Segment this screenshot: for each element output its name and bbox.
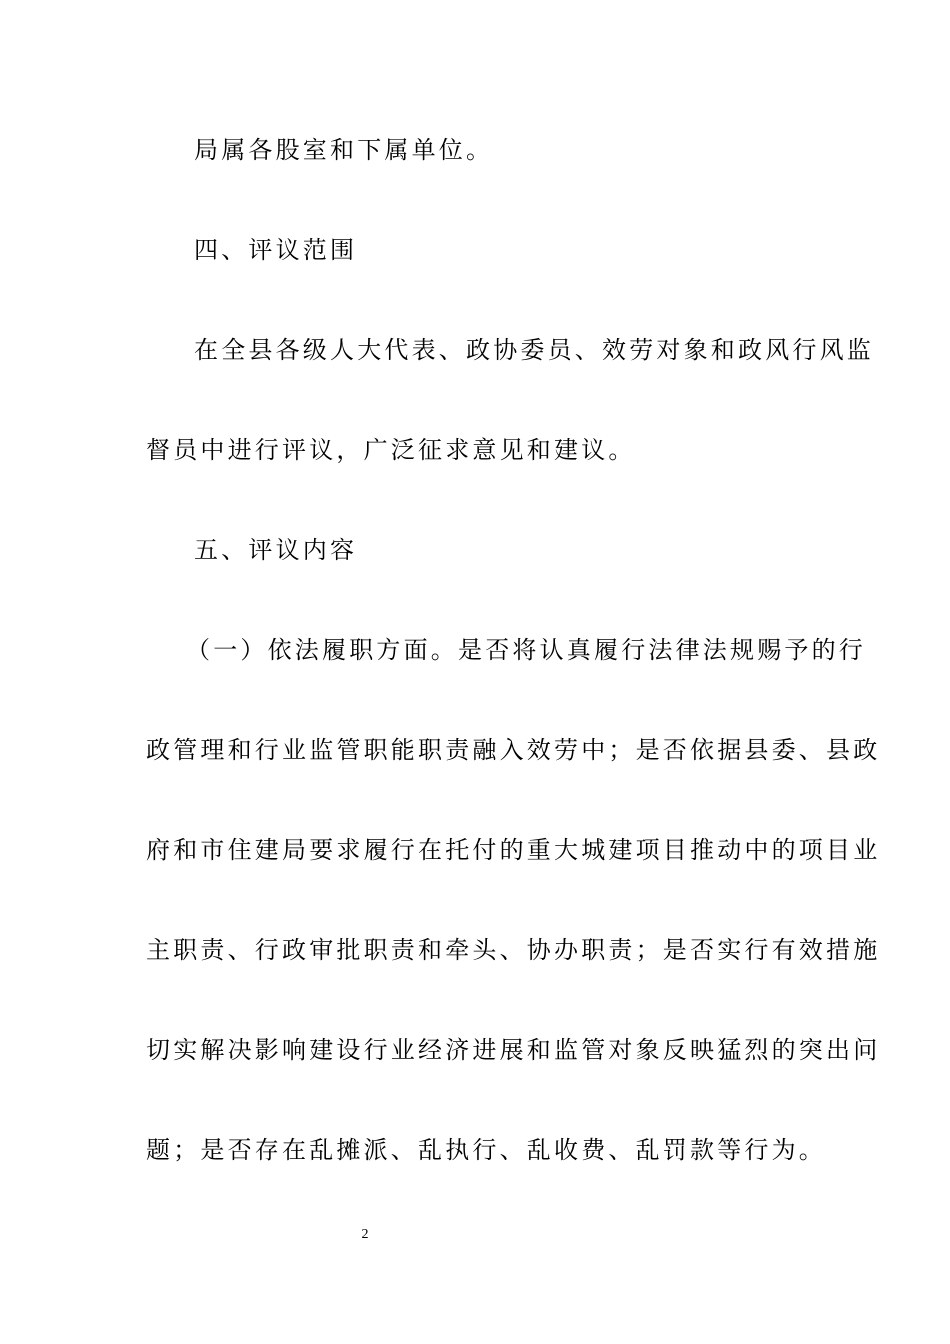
text-line-7: 政管理和行业监管职能职责融入效劳中；是否依据县委、县政	[146, 736, 881, 764]
page-number: 2	[361, 1227, 369, 1242]
text-line-10: 切实解决影响建设行业经济进展和监管对象反映猛烈的突出问	[146, 1036, 881, 1064]
text-line-4: 督员中进行评议，广泛征求意见和建议。	[146, 436, 636, 464]
section-heading-content: 五、评议内容	[194, 536, 358, 564]
text-line-8: 府和市住建局要求履行在托付的重大城建项目推动中的项目业	[146, 836, 881, 864]
text-line-9: 主职责、行政审批职责和牵头、协办职责；是否实行有效措施	[146, 936, 881, 964]
text-line-6: （一）依法履职方面。是否将认真履行法律法规赐予的行	[186, 636, 866, 664]
text-line-3: 在全县各级人大代表、政协委员、效劳对象和政风行风监	[194, 336, 874, 364]
text-line-1: 局属各股室和下属单位。	[194, 136, 494, 164]
section-heading-scope: 四、评议范围	[194, 236, 358, 264]
text-line-11: 题；是否存在乱摊派、乱执行、乱收费、乱罚款等行为。	[146, 1136, 826, 1164]
